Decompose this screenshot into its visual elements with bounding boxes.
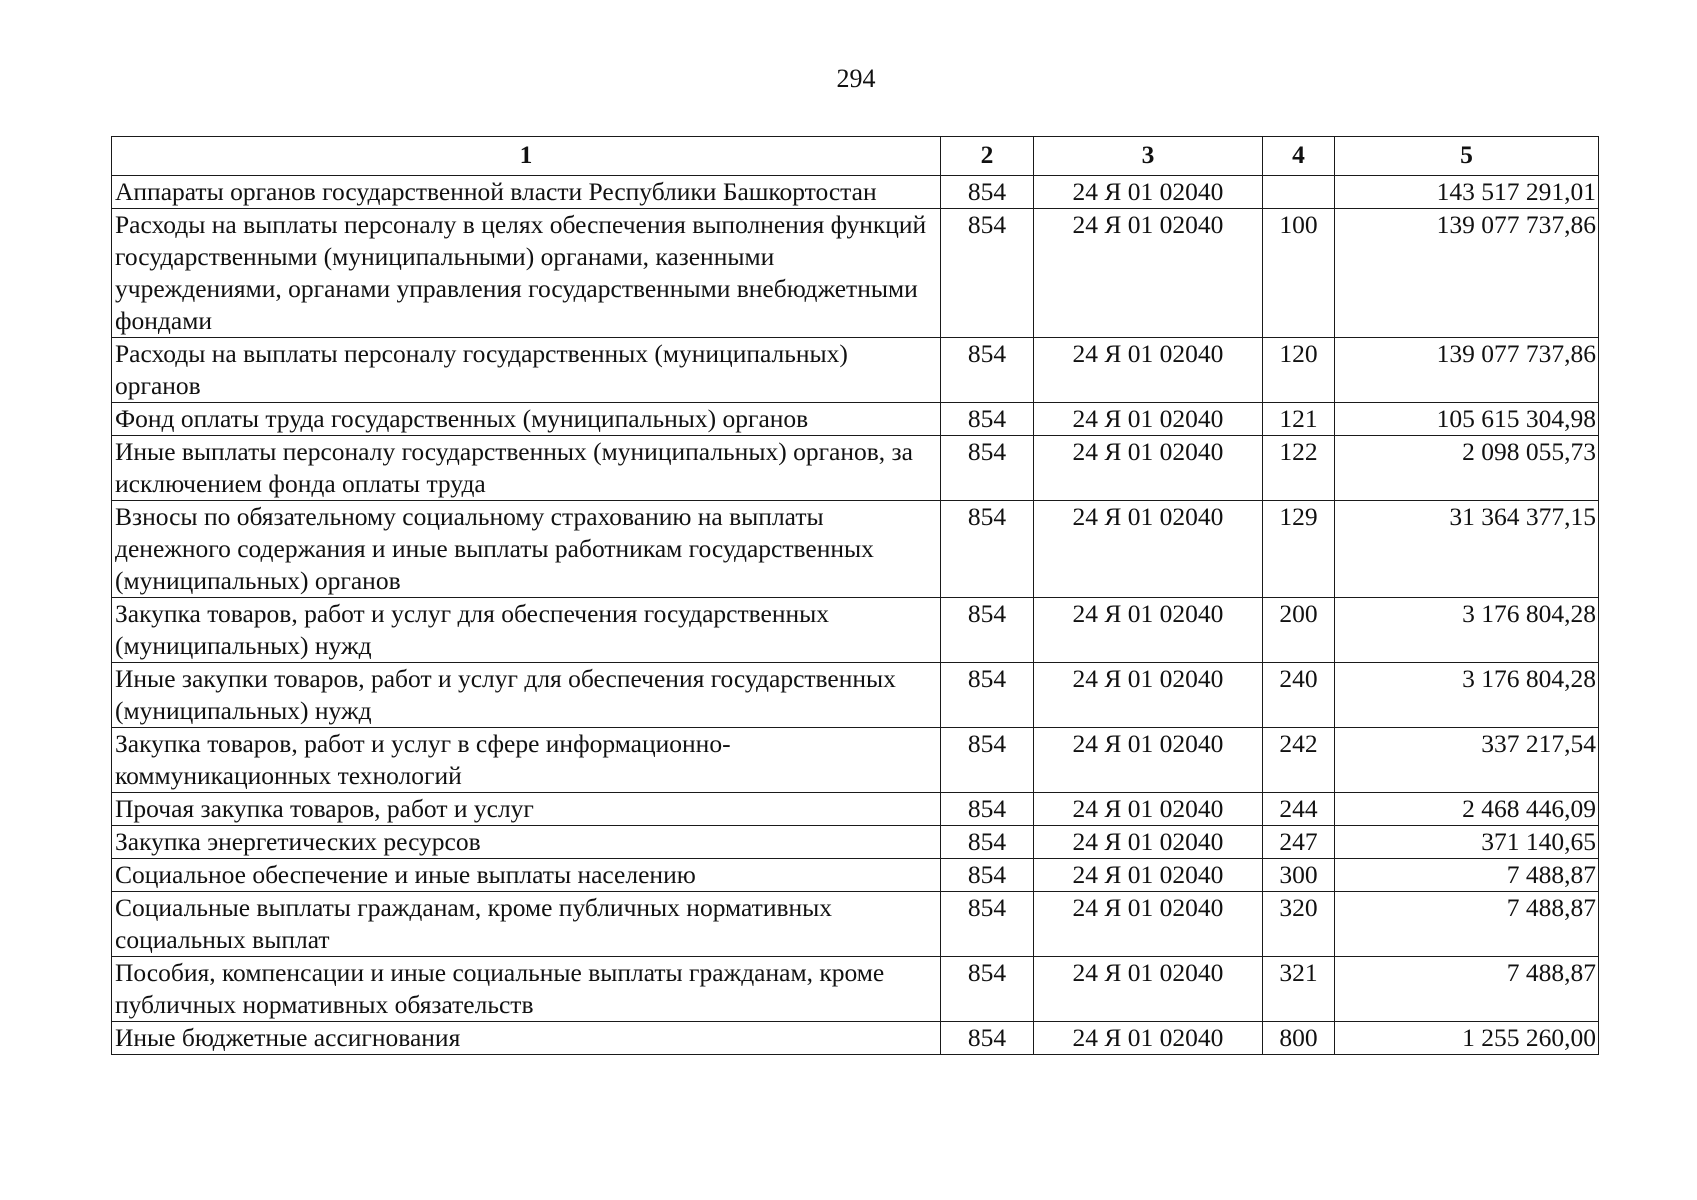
- table-row: [112, 663, 1599, 728]
- row-sum-cell: 143 517 291,01: [1335, 176, 1599, 209]
- row-csr-cell: 24 Я 01 02040: [1034, 793, 1263, 826]
- row-ved-cell: 854: [941, 598, 1034, 663]
- row-name-cell: Расходы на выплаты персоналу в целях обеспечения выполнения функций государственными (муниципальными) органами, казенными учреждениями, органами управления государственными внебюджетными фондами: [112, 209, 941, 338]
- column-header: 5: [1335, 137, 1599, 176]
- budget-table: [111, 136, 1599, 1055]
- row-sum-cell: 337 217,54: [1335, 728, 1599, 793]
- row-csr-cell: 24 Я 01 02040: [1034, 209, 1263, 338]
- row-sum-cell: 1 255 260,00: [1335, 1022, 1599, 1055]
- row-sum-cell: 139 077 737,86: [1335, 209, 1599, 338]
- row-sum-cell: 371 140,65: [1335, 826, 1599, 859]
- table-row: [112, 598, 1599, 663]
- row-vr-cell: 300: [1263, 859, 1335, 892]
- row-vr-cell: 122: [1263, 436, 1335, 501]
- column-header: 3: [1034, 137, 1263, 176]
- table-row: [112, 403, 1599, 436]
- row-name-cell: Фонд оплаты труда государственных (муниципальных) органов: [112, 403, 941, 436]
- row-name-cell: Расходы на выплаты персоналу государственных (муниципальных) органов: [112, 338, 941, 403]
- row-ved-cell: 854: [941, 859, 1034, 892]
- table-row: [112, 826, 1599, 859]
- row-vr-cell: 242: [1263, 728, 1335, 793]
- table-row: [112, 793, 1599, 826]
- row-name-cell: Иные закупки товаров, работ и услуг для обеспечения государственных (муниципальных) нужд: [112, 663, 941, 728]
- row-vr-cell: 120: [1263, 338, 1335, 403]
- row-csr-cell: 24 Я 01 02040: [1034, 338, 1263, 403]
- row-ved-cell: 854: [941, 403, 1034, 436]
- row-vr-cell: 320: [1263, 892, 1335, 957]
- column-header: 2: [941, 137, 1034, 176]
- row-csr-cell: 24 Я 01 02040: [1034, 859, 1263, 892]
- row-sum-cell: 7 488,87: [1335, 892, 1599, 957]
- row-vr-cell: 321: [1263, 957, 1335, 1022]
- row-name-cell: Закупка энергетических ресурсов: [112, 826, 941, 859]
- table-row: [112, 1022, 1599, 1055]
- row-name-cell: Иные выплаты персоналу государственных (муниципальных) органов, за исключением фонда оплаты труда: [112, 436, 941, 501]
- row-name-cell: Взносы по обязательному социальному страхованию на выплаты денежного содержания и иные выплаты работникам государственных (муниципальных) органов: [112, 501, 941, 598]
- row-name-cell: Аппараты органов государственной власти Республики Башкортостан: [112, 176, 941, 209]
- row-ved-cell: 854: [941, 338, 1034, 403]
- row-ved-cell: 854: [941, 892, 1034, 957]
- row-sum-cell: 139 077 737,86: [1335, 338, 1599, 403]
- table-row: [112, 957, 1599, 1022]
- row-vr-cell: 129: [1263, 501, 1335, 598]
- row-sum-cell: 7 488,87: [1335, 859, 1599, 892]
- row-name-cell: Прочая закупка товаров, работ и услуг: [112, 793, 941, 826]
- column-header: 1: [112, 137, 941, 176]
- row-ved-cell: 854: [941, 728, 1034, 793]
- row-csr-cell: 24 Я 01 02040: [1034, 501, 1263, 598]
- row-ved-cell: 854: [941, 176, 1034, 209]
- table-body: [112, 176, 1599, 1055]
- row-vr-cell: 100: [1263, 209, 1335, 338]
- row-ved-cell: 854: [941, 793, 1034, 826]
- row-name-cell: Социальное обеспечение и иные выплаты населению: [112, 859, 941, 892]
- row-csr-cell: 24 Я 01 02040: [1034, 1022, 1263, 1055]
- row-name-cell: Закупка товаров, работ и услуг для обеспечения государственных (муниципальных) нужд: [112, 598, 941, 663]
- row-csr-cell: 24 Я 01 02040: [1034, 957, 1263, 1022]
- row-ved-cell: 854: [941, 501, 1034, 598]
- row-name-cell: Социальные выплаты гражданам, кроме публичных нормативных социальных выплат: [112, 892, 941, 957]
- row-sum-cell: 2 098 055,73: [1335, 436, 1599, 501]
- row-vr-cell: 800: [1263, 1022, 1335, 1055]
- row-vr-cell: 244: [1263, 793, 1335, 826]
- row-ved-cell: 854: [941, 663, 1034, 728]
- table-row: [112, 338, 1599, 403]
- row-vr-cell: 121: [1263, 403, 1335, 436]
- table-row: [112, 209, 1599, 338]
- row-vr-cell: 240: [1263, 663, 1335, 728]
- row-csr-cell: 24 Я 01 02040: [1034, 403, 1263, 436]
- row-sum-cell: 2 468 446,09: [1335, 793, 1599, 826]
- row-sum-cell: 7 488,87: [1335, 957, 1599, 1022]
- row-vr-cell: 200: [1263, 598, 1335, 663]
- page-number: 294: [836, 64, 876, 93]
- table-row: [112, 728, 1599, 793]
- row-ved-cell: 854: [941, 826, 1034, 859]
- table-row: [112, 176, 1599, 209]
- row-csr-cell: 24 Я 01 02040: [1034, 826, 1263, 859]
- row-name-cell: Закупка товаров, работ и услуг в сфере информационно-коммуникационных технологий: [112, 728, 941, 793]
- table-row: [112, 892, 1599, 957]
- row-sum-cell: 105 615 304,98: [1335, 403, 1599, 436]
- row-sum-cell: 3 176 804,28: [1335, 663, 1599, 728]
- table-row: [112, 859, 1599, 892]
- table-row: [112, 501, 1599, 598]
- row-name-cell: Иные бюджетные ассигнования: [112, 1022, 941, 1055]
- table-header-row: [112, 137, 1599, 176]
- row-ved-cell: 854: [941, 957, 1034, 1022]
- row-csr-cell: 24 Я 01 02040: [1034, 598, 1263, 663]
- row-vr-cell: 247: [1263, 826, 1335, 859]
- row-sum-cell: 31 364 377,15: [1335, 501, 1599, 598]
- row-csr-cell: 24 Я 01 02040: [1034, 663, 1263, 728]
- row-ved-cell: 854: [941, 1022, 1034, 1055]
- row-csr-cell: 24 Я 01 02040: [1034, 892, 1263, 957]
- row-csr-cell: 24 Я 01 02040: [1034, 436, 1263, 501]
- row-ved-cell: 854: [941, 209, 1034, 338]
- row-csr-cell: 24 Я 01 02040: [1034, 728, 1263, 793]
- table-row: [112, 436, 1599, 501]
- row-csr-cell: 24 Я 01 02040: [1034, 176, 1263, 209]
- row-name-cell: Пособия, компенсации и иные социальные выплаты гражданам, кроме публичных нормативных обязательств: [112, 957, 941, 1022]
- column-header: 4: [1263, 137, 1335, 176]
- row-sum-cell: 3 176 804,28: [1335, 598, 1599, 663]
- row-vr-cell: [1263, 176, 1335, 209]
- row-ved-cell: 854: [941, 436, 1034, 501]
